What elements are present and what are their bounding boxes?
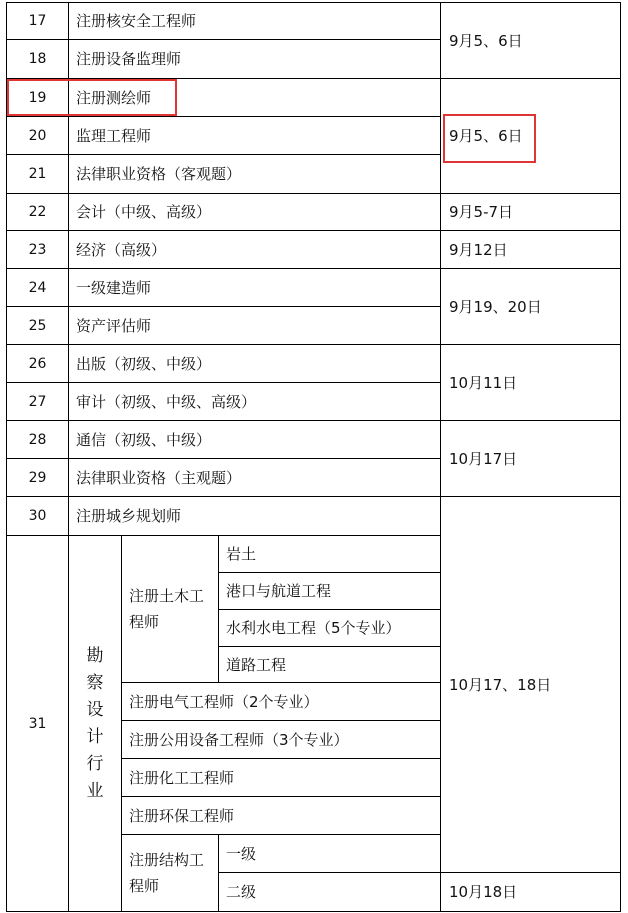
row-29-number: 29: [6, 458, 69, 497]
row-21-number: 21: [6, 154, 69, 194]
row-23-name: 经济（高级）: [68, 230, 441, 269]
row-25-number: 25: [6, 306, 69, 345]
date-rows-30-31: 10月17、18日: [440, 496, 621, 873]
row-18-number: 18: [6, 39, 69, 79]
row-24-number: 24: [6, 268, 69, 307]
chemical-engineer: 注册化工工程师: [121, 758, 441, 797]
row-20-number: 20: [6, 116, 69, 155]
date-row-23: 9月12日: [440, 230, 621, 269]
row-28-number: 28: [6, 420, 69, 459]
electrical-engineer: 注册电气工程师（2个专业）: [121, 682, 441, 721]
row-18-name: 注册设备监理师: [68, 39, 441, 79]
highlight-row-19: [7, 79, 177, 116]
date-rows-19-21: 9月5、6日: [440, 78, 621, 194]
row-19-name: 注册测绘师: [68, 78, 441, 117]
row-23-number: 23: [6, 230, 69, 269]
row-20-name: 监理工程师: [68, 116, 441, 155]
row-17-number: 17: [6, 2, 69, 40]
civil-sub-geotechnical: 岩土: [218, 535, 441, 573]
highlight-date-19-21: [443, 114, 536, 163]
survey-industry-group: 勘察设计行业: [68, 535, 122, 912]
civil-engineer-group: 注册土木工程师: [121, 535, 219, 683]
civil-sub-road: 道路工程: [218, 646, 441, 683]
row-19-number: 19: [6, 78, 69, 117]
structural-level-1: 一级: [218, 834, 441, 873]
row-28-name: 通信（初级、中级）: [68, 420, 441, 459]
date-structural-level-2: 10月18日: [440, 872, 621, 912]
date-rows-28-29: 10月17日: [440, 420, 621, 497]
row-26-name: 出版（初级、中级）: [68, 344, 441, 383]
row-29-name: 法律职业资格（主观题）: [68, 458, 441, 497]
civil-sub-port-waterway: 港口与航道工程: [218, 572, 441, 610]
row-22-name: 会计（中级、高级）: [68, 193, 441, 231]
environmental-engineer: 注册环保工程师: [121, 796, 441, 835]
structural-engineer-group: 注册结构工程师: [121, 834, 219, 912]
row-27-number: 27: [6, 382, 69, 421]
row-24-name: 一级建造师: [68, 268, 441, 307]
date-rows-17-18: 9月5、6日: [440, 2, 621, 79]
date-rows-26-27: 10月11日: [440, 344, 621, 421]
date-row-22: 9月5-7日: [440, 193, 621, 231]
row-30-number: 30: [6, 496, 69, 536]
row-26-number: 26: [6, 344, 69, 383]
row-27-name: 审计（初级、中级、高级）: [68, 382, 441, 421]
row-22-number: 22: [6, 193, 69, 231]
row-21-name: 法律职业资格（客观题）: [68, 154, 441, 194]
structural-level-2: 二级: [218, 872, 441, 912]
utility-engineer: 注册公用设备工程师（3个专业）: [121, 720, 441, 759]
row-31-number: 31: [6, 535, 69, 912]
row-30-name: 注册城乡规划师: [68, 496, 441, 536]
row-17-name: 注册核安全工程师: [68, 2, 441, 40]
date-rows-24-25: 9月19、20日: [440, 268, 621, 345]
row-25-name: 资产评估师: [68, 306, 441, 345]
civil-sub-hydropower: 水利水电工程（5个专业）: [218, 609, 441, 647]
